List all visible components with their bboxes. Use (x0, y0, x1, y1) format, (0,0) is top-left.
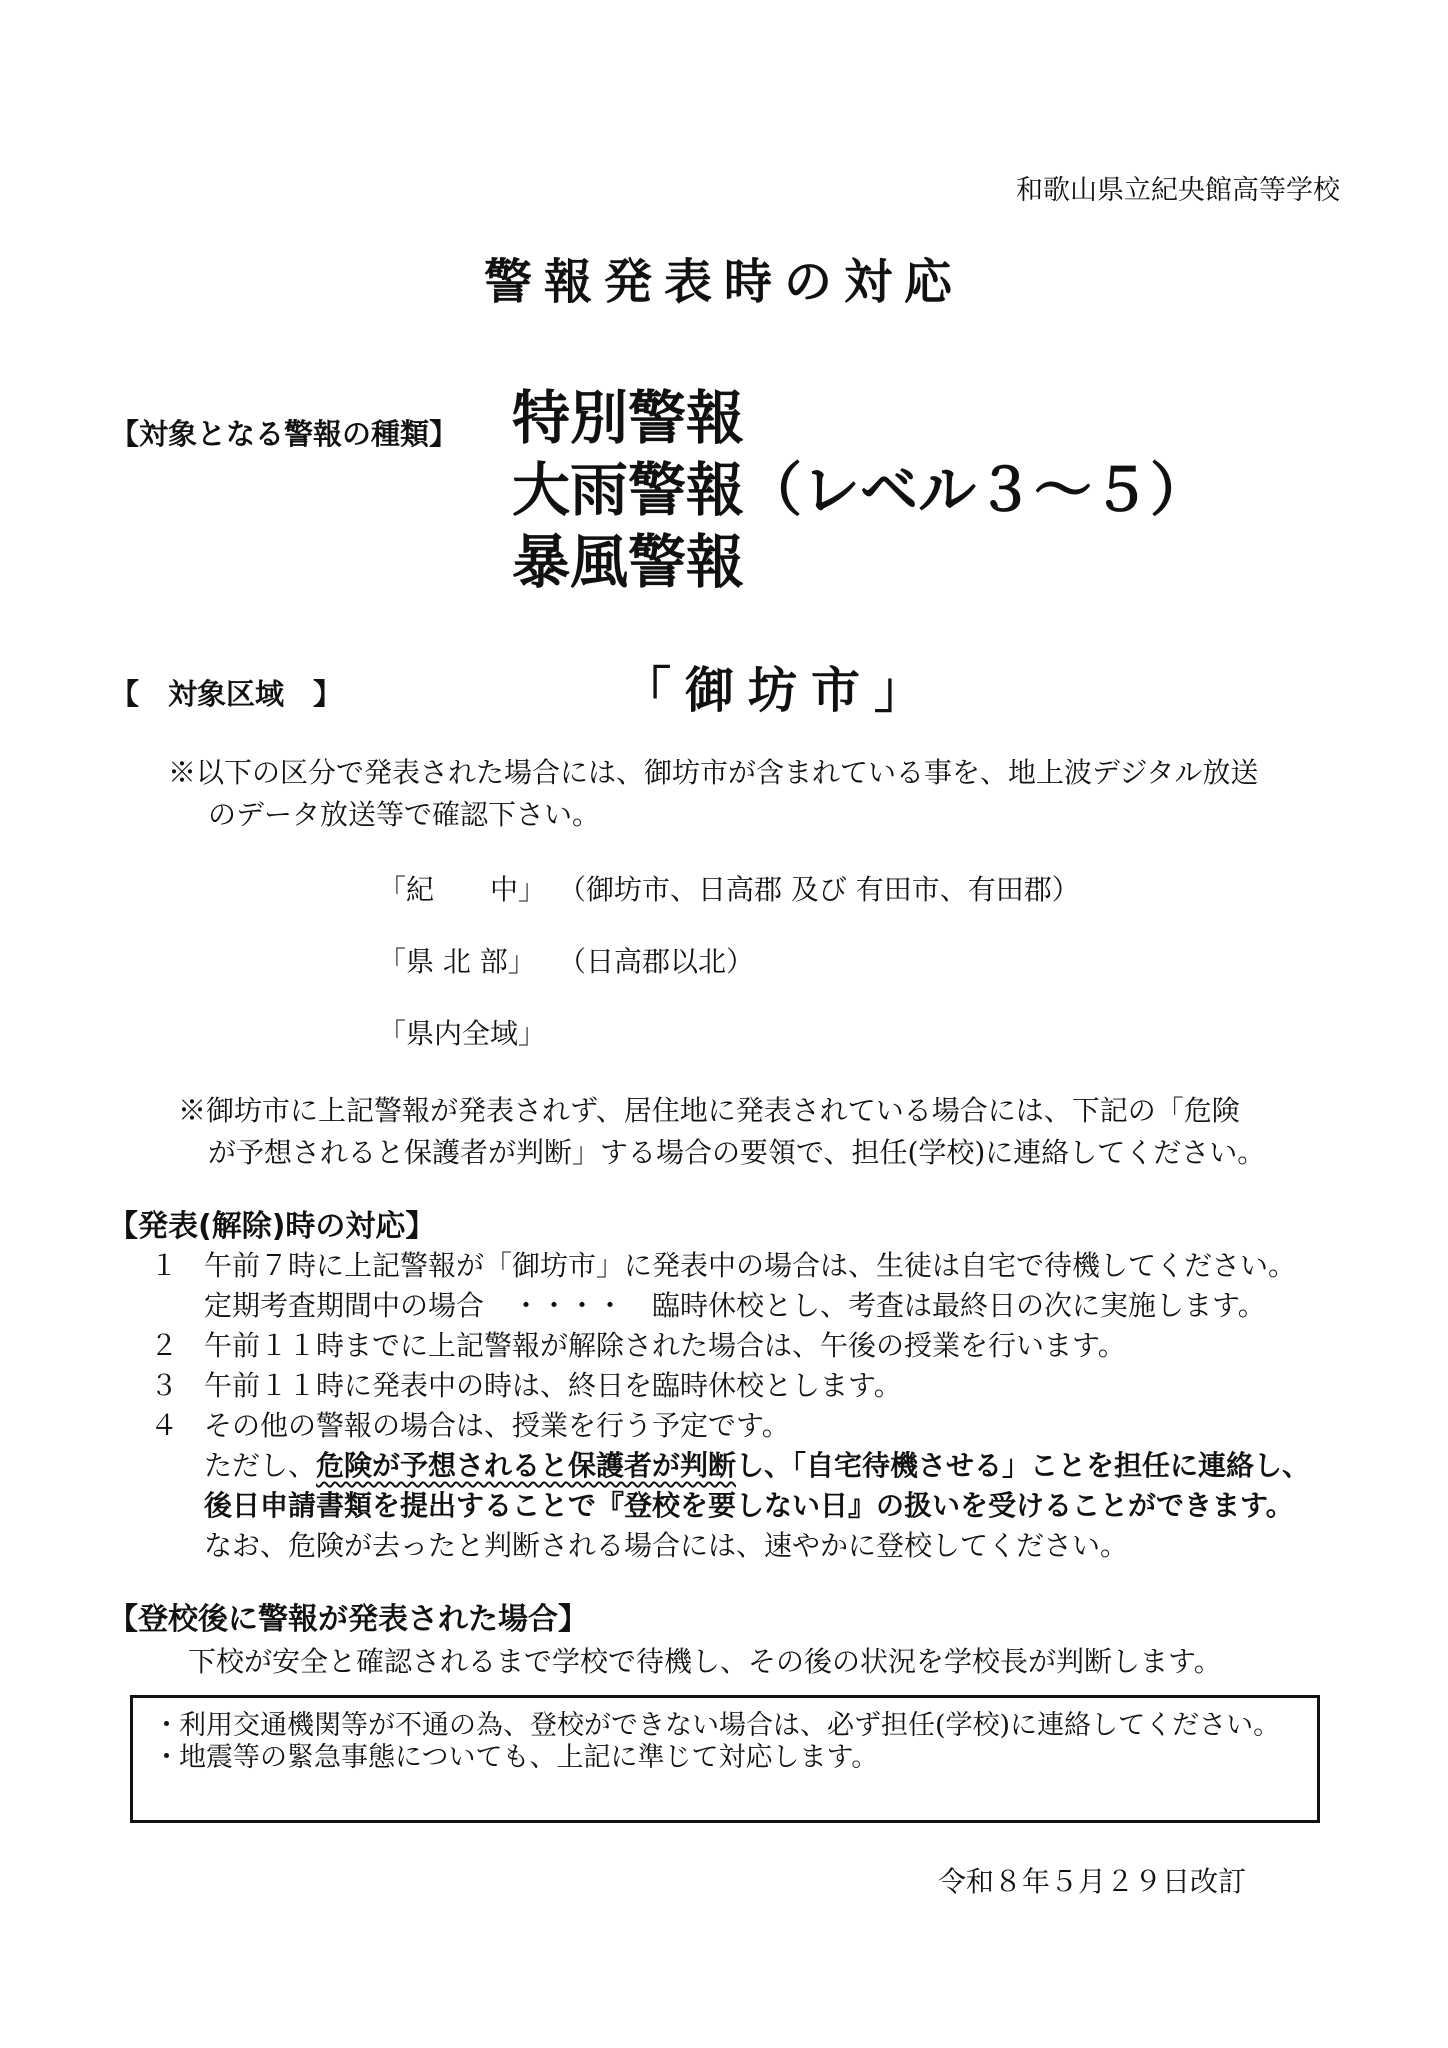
emphasis-underlined: 危険が予想されると保護者が判断 (316, 1449, 737, 1482)
response-item (150, 1366, 1310, 1406)
response-item-number: ４ (150, 1409, 179, 1442)
region-item (378, 868, 1080, 908)
alert-type-list (512, 382, 1208, 598)
notice-box (130, 1695, 1320, 1823)
region-desc: （日高郡以北） (558, 945, 755, 978)
detail-rest: し、「自宅待機させる」ことを担任に連絡し、 (736, 1449, 1311, 1482)
residence-note (178, 1090, 1338, 1174)
region-note-line: のデータ放送等で確認下さい。 (208, 798, 601, 831)
alert-type-item: 大雨警報（レベル３～５） (512, 456, 1209, 524)
notice-item (153, 1710, 1297, 1742)
region-note (168, 752, 1338, 836)
alert-type-item: 特別警報 (512, 384, 745, 452)
after-school-text: 下校が安全と確認されるまで学校で待機し、その後の状況を学校長が判断します。 (188, 1645, 1222, 1678)
response-list (150, 1246, 1310, 1566)
response-item-text: 午前１１時に発表中の時は、終日を臨時休校とします。 (204, 1369, 902, 1402)
region-name: 「県 北 部」 (378, 945, 536, 978)
response-heading: 【発表(解除)時の対応】 (108, 1209, 436, 1244)
response-item-detail: 後日申請書類を提出することで『登校を要しない日』の扱いを受けることができます。 (204, 1489, 1294, 1522)
region-item (378, 940, 754, 980)
region-item (378, 1012, 558, 1052)
notice-item-text: 利用交通機関等が不通の為、登校ができない場合は、必ず担任(学校)に連絡してください。 (179, 1710, 1281, 1741)
response-item (150, 1406, 1310, 1446)
region-note-line: ※以下の区分で発表された場合には、御坊市が含まれている事を、地上波デジタル放送 (168, 756, 1259, 789)
region-name: 「紀 中」 (378, 873, 547, 906)
response-item-number: １ (150, 1249, 179, 1282)
response-item (150, 1326, 1310, 1366)
response-item-continuation: 定期考査期間中の場合 ・・・・ 臨時休校とし、考査は最終日の次に実施します。 (204, 1289, 1266, 1322)
after-school-heading: 【登校後に警報が発表された場合】 (108, 1602, 588, 1637)
page-title: 警報発表時の対応 (483, 254, 964, 310)
revision-date: 令和８年５月２９日改訂 (938, 1865, 1247, 1898)
region-desc: （御坊市、日高郡 及び 有田市、有田郡） (558, 873, 1080, 906)
alert-type-item: 暴風警報 (512, 528, 745, 596)
response-item-text: 午前１１時までに上記警報が解除された場合は、午後の授業を行います。 (204, 1329, 1126, 1362)
bullet-icon: ・ (153, 1742, 180, 1773)
notice-item-text: 地震等の緊急事態についても、上記に準じて対応します。 (179, 1742, 879, 1773)
region-name: 「県内全域」 (378, 1017, 547, 1050)
target-area-value: 「御坊市」 (622, 662, 938, 719)
residence-note-line: が予想されると保護者が判断」する場合の要領で、担任(学校)に連絡してください。 (208, 1136, 1266, 1169)
target-alerts-label: 【対象となる警報の種類】 (110, 417, 459, 451)
school-name: 和歌山県立紀央館高等学校 (1016, 175, 1340, 206)
response-item-detail (150, 1446, 1310, 1486)
notice-item (153, 1742, 1297, 1774)
response-item-number: ２ (150, 1329, 179, 1362)
detail-prefix: ただし、 (204, 1449, 317, 1482)
target-area-label: 【 対象区域 】 (110, 677, 343, 711)
bullet-icon: ・ (153, 1710, 180, 1741)
response-item-text: その他の警報の場合は、授業を行う予定です。 (204, 1409, 790, 1442)
response-item-text: 午前７時に上記警報が「御坊市」に発表中の場合は、生徒は自宅で待機してください。 (204, 1249, 1297, 1282)
response-item (150, 1246, 1310, 1286)
residence-note-line: ※御坊市に上記警報が発表されず、居住地に発表されている場合には、下記の「危険 (178, 1094, 1240, 1127)
response-item-number: ３ (150, 1369, 179, 1402)
response-item-detail: なお、危険が去ったと判断される場合には、速やかに登校してください。 (204, 1529, 1129, 1562)
